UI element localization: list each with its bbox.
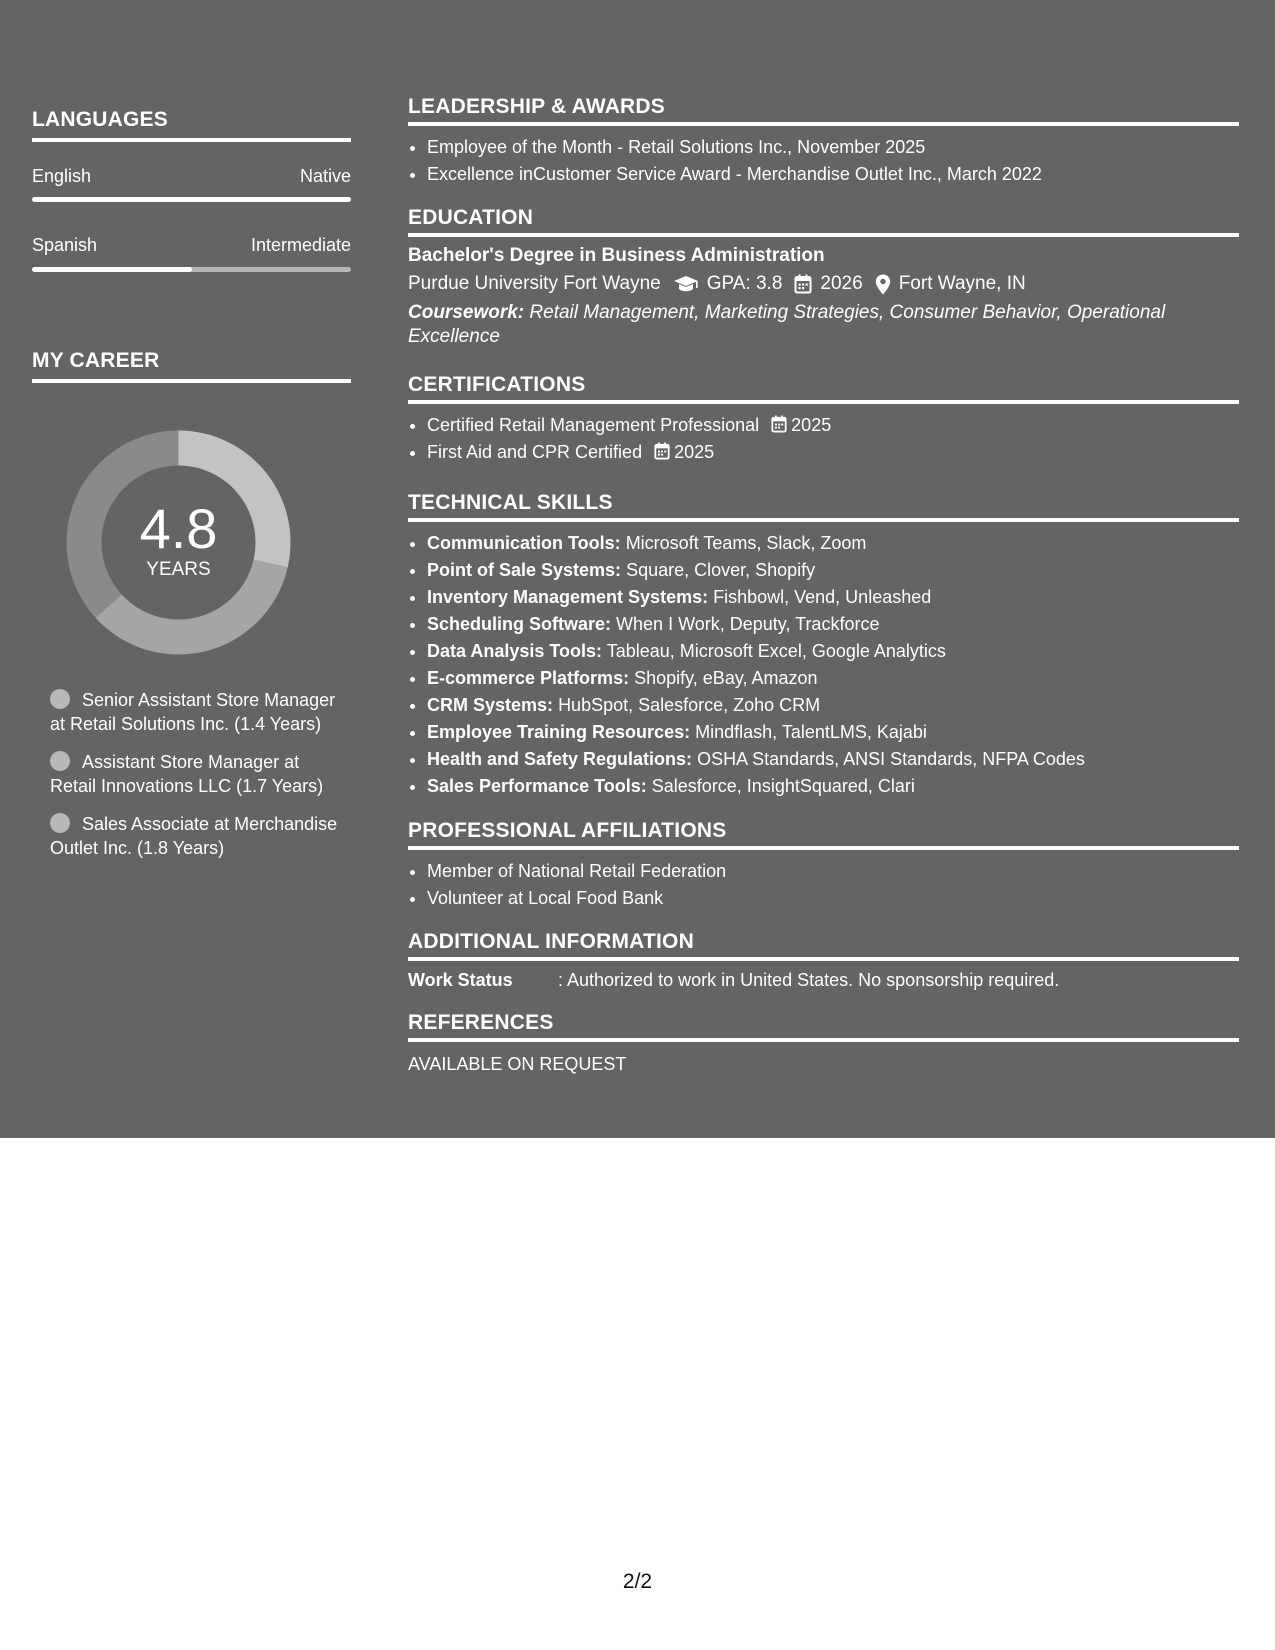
- career-total-unit: YEARS: [146, 558, 211, 580]
- list-item: • Member of National Retail Federation: [427, 858, 1239, 885]
- list-item: • Volunteer at Local Food Bank: [427, 885, 1239, 912]
- certification-year: 2025: [674, 442, 715, 462]
- skill-label: Health and Safety Regulations:: [427, 749, 693, 769]
- page-number: 2/2: [622, 1570, 653, 1593]
- certification-year: 2025: [791, 415, 832, 435]
- career-item-text: Senior Assistant Store Manager at Retail Solutions Inc. (1.4 Years): [50, 690, 336, 734]
- language-bar-spanish: [32, 267, 351, 272]
- calendar-icon: [654, 442, 670, 460]
- certification-name: First Aid and CPR Certified: [427, 442, 643, 462]
- career-list: [50, 688, 340, 874]
- list-item: [427, 773, 1239, 800]
- leadership-section: [408, 95, 1239, 188]
- skill-value: Square, Clover, Shopify: [626, 560, 816, 580]
- certifications-list: [408, 412, 1239, 466]
- list-item: [427, 412, 1239, 439]
- leadership-heading: LEADERSHIP & AWARDS: [408, 95, 1239, 126]
- language-bar-fill: [32, 267, 192, 272]
- skill-label: Communication Tools:: [427, 533, 621, 553]
- list-item: [427, 746, 1239, 773]
- skill-value: HubSpot, Salesforce, Zoho CRM: [558, 695, 821, 715]
- coursework: [408, 301, 1239, 349]
- gpa: GPA: 3.8: [706, 273, 783, 294]
- career-dot-icon: [50, 689, 70, 709]
- career-dot-icon: [50, 751, 70, 771]
- career-donut-chart: [66, 430, 291, 655]
- coursework-label: Coursework:: [408, 302, 525, 323]
- language-bar-fill: [32, 197, 351, 202]
- career-item: [50, 750, 340, 798]
- list-item: [427, 584, 1239, 611]
- career-dot-icon: [50, 813, 70, 833]
- calendar-icon: [794, 274, 812, 294]
- language-level: Native: [299, 166, 351, 186]
- skill-label: CRM Systems:: [427, 695, 554, 715]
- skill-value: Shopify, eBay, Amazon: [634, 668, 818, 688]
- language-name: English: [32, 166, 92, 186]
- graduation-cap-icon: [673, 275, 699, 293]
- skills-section: [408, 491, 1239, 800]
- list-item: • Excellence inCustomer Service Award - Merchandise Outlet Inc., March 2022: [427, 161, 1239, 188]
- donut-center: [66, 430, 291, 655]
- certification-name: Certified Retail Management Professional: [427, 415, 760, 435]
- additional-info-heading: ADDITIONAL INFORMATION: [408, 930, 1239, 961]
- certifications-heading: CERTIFICATIONS: [408, 373, 1239, 404]
- career-item-text: Sales Associate at Merchandise Outlet Inc. (1.8 Years): [50, 814, 338, 858]
- affiliations-heading: PROFESSIONAL AFFILIATIONS: [408, 819, 1239, 850]
- list-item: • Employee of the Month - Retail Solutions Inc., November 2025: [427, 134, 1239, 161]
- education-section: [408, 206, 1239, 349]
- skill-value: Mindflash, TalentLMS, Kajabi: [695, 722, 927, 742]
- skill-label: Employee Training Resources:: [427, 722, 691, 742]
- leadership-list: [408, 134, 1239, 188]
- skill-label: E-commerce Platforms:: [427, 668, 630, 688]
- list-item: [427, 557, 1239, 584]
- skill-value: When I Work, Deputy, Trackforce: [616, 614, 880, 634]
- work-status-value: : Authorized to work in United States. No sponsorship required.: [558, 970, 1060, 990]
- skills-heading: TECHNICAL SKILLS: [408, 491, 1239, 522]
- skill-value: OSHA Standards, ANSI Standards, NFPA Codes: [697, 749, 1085, 769]
- list-item: [427, 638, 1239, 665]
- language-level: Intermediate: [250, 235, 351, 255]
- degree-title: Bachelor's Degree in Business Administration: [408, 245, 825, 266]
- language-name: Spanish: [32, 235, 98, 255]
- references-text: AVAILABLE ON REQUEST: [408, 1054, 627, 1074]
- skill-label: Data Analysis Tools:: [427, 641, 603, 661]
- skill-value: Microsoft Teams, Slack, Zoom: [625, 533, 867, 553]
- calendar-icon: [771, 415, 787, 433]
- list-item: [427, 665, 1239, 692]
- map-pin-icon: [875, 274, 891, 295]
- list-item: [427, 611, 1239, 638]
- affiliations-section: [408, 819, 1239, 912]
- skill-label: Point of Sale Systems:: [427, 560, 622, 580]
- skill-value: Fishbowl, Vend, Unleashed: [713, 587, 932, 607]
- coursework-text: Retail Management, Marketing Strategies, Consumer Behavior, Operational Excellence: [408, 302, 1166, 347]
- school-name: Purdue University Fort Wayne: [408, 273, 661, 294]
- language-bar-english: [32, 197, 351, 202]
- graduation-year: 2026: [820, 273, 863, 294]
- career-item: [50, 812, 340, 860]
- list-item: [427, 530, 1239, 557]
- career-item-text: Assistant Store Manager at Retail Innovations LLC (1.7 Years): [50, 752, 324, 796]
- work-status-label: Work Status: [408, 970, 513, 990]
- affiliations-list: [408, 858, 1239, 912]
- skill-value: Salesforce, InsightSquared, Clari: [651, 776, 915, 796]
- skill-label: Inventory Management Systems:: [427, 587, 709, 607]
- career-total-years: 4.8: [139, 496, 218, 560]
- skills-list: [408, 530, 1239, 800]
- career-item: [50, 688, 340, 736]
- certifications-section: [408, 373, 1239, 466]
- references-heading: REFERENCES: [408, 1011, 1239, 1042]
- languages-heading: LANGUAGES: [32, 108, 351, 142]
- work-status-row: [408, 970, 1239, 991]
- education-heading: EDUCATION: [408, 206, 1239, 237]
- education-meta: [408, 273, 1239, 295]
- skill-label: Scheduling Software:: [427, 614, 612, 634]
- list-item: [427, 719, 1239, 746]
- skill-value: Tableau, Microsoft Excel, Google Analytics: [606, 641, 946, 661]
- references-section: [408, 1011, 1239, 1075]
- additional-info-section: [408, 930, 1239, 991]
- skill-label: Sales Performance Tools:: [427, 776, 647, 796]
- school-location: Fort Wayne, IN: [898, 273, 1026, 294]
- career-heading: MY CAREER: [32, 349, 351, 383]
- list-item: [427, 692, 1239, 719]
- list-item: [427, 439, 1239, 466]
